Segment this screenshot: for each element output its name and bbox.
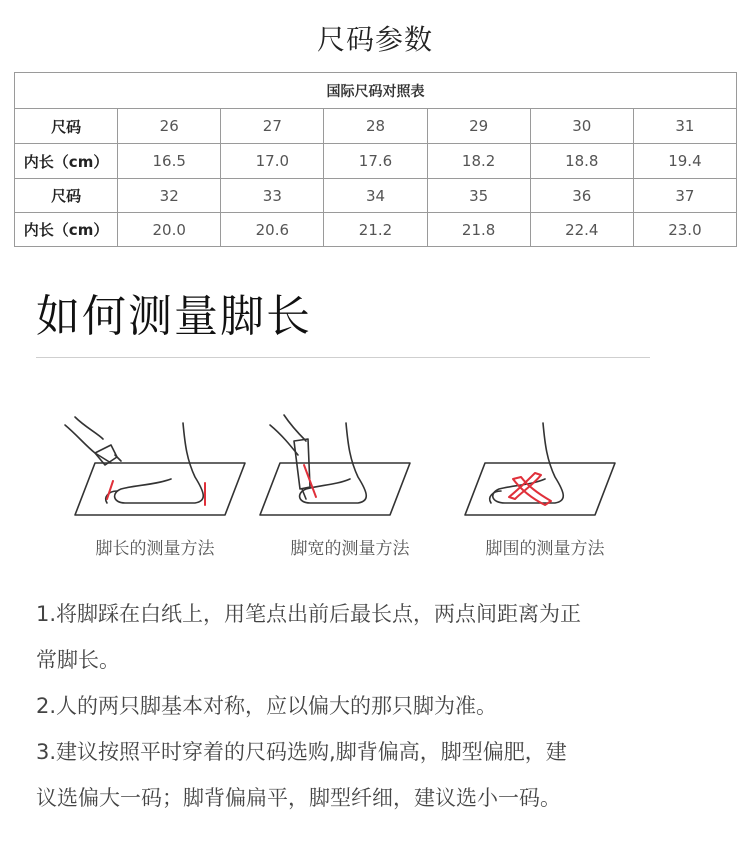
table-cell: 20.6 bbox=[221, 213, 324, 247]
instruction-line: 1.将脚踩在白纸上，用笔点出前后最长点，两点间距离为正 bbox=[36, 602, 582, 626]
diagram-caption: 脚宽的测量方法 bbox=[290, 539, 410, 559]
table-cell: 27 bbox=[221, 109, 324, 144]
row-label: 尺码 bbox=[15, 109, 118, 144]
table-row bbox=[15, 109, 737, 144]
instruction-line: 3.建议按照平时穿着的尺码选购,脚背偏高，脚型偏肥，建 bbox=[36, 740, 567, 764]
table-cell: 18.8 bbox=[530, 144, 633, 179]
table-cell: 17.0 bbox=[221, 144, 324, 179]
size-chart-table bbox=[14, 72, 737, 247]
foot-girth-icon bbox=[445, 405, 645, 525]
section-title: 如何测量脚长 bbox=[36, 291, 312, 342]
instruction-line: 2.人的两只脚基本对称，应以偏大的那只脚为准。 bbox=[36, 694, 498, 718]
table-cell: 28 bbox=[324, 109, 427, 144]
table-row bbox=[15, 144, 737, 179]
table-cell: 31 bbox=[633, 109, 736, 144]
page-title: 尺码参数 bbox=[316, 23, 433, 56]
foot-length-icon bbox=[55, 405, 255, 525]
instruction-line: 议选偏大一码；脚背偏扁平，脚型纤细，建议选小一码。 bbox=[36, 786, 561, 810]
row-label: 内长（cm） bbox=[15, 144, 118, 179]
table-cell: 35 bbox=[427, 179, 530, 213]
table-cell: 29 bbox=[427, 109, 530, 144]
foot-width-icon bbox=[250, 405, 450, 525]
diagram-caption: 脚长的测量方法 bbox=[95, 539, 215, 559]
table-cell: 21.8 bbox=[427, 213, 530, 247]
table-caption: 国际尺码对照表 bbox=[15, 73, 737, 109]
table-cell: 33 bbox=[221, 179, 324, 213]
table-cell: 36 bbox=[530, 179, 633, 213]
table-cell: 30 bbox=[530, 109, 633, 144]
table-cell: 37 bbox=[633, 179, 736, 213]
table-cell: 21.2 bbox=[324, 213, 427, 247]
table-cell: 20.0 bbox=[118, 213, 221, 247]
row-label: 尺码 bbox=[15, 179, 118, 213]
row-label: 内长（cm） bbox=[15, 213, 118, 247]
table-cell: 22.4 bbox=[530, 213, 633, 247]
table-cell: 23.0 bbox=[633, 213, 736, 247]
table-cell: 34 bbox=[324, 179, 427, 213]
divider bbox=[36, 357, 650, 358]
table-row bbox=[15, 179, 737, 213]
table-cell: 26 bbox=[118, 109, 221, 144]
table-cell: 32 bbox=[118, 179, 221, 213]
diagram-caption: 脚围的测量方法 bbox=[485, 539, 605, 559]
table-cell: 18.2 bbox=[427, 144, 530, 179]
table-row bbox=[15, 213, 737, 247]
table-cell: 16.5 bbox=[118, 144, 221, 179]
instruction-line: 常脚长。 bbox=[36, 648, 120, 672]
table-cell: 17.6 bbox=[324, 144, 427, 179]
table-cell: 19.4 bbox=[633, 144, 736, 179]
